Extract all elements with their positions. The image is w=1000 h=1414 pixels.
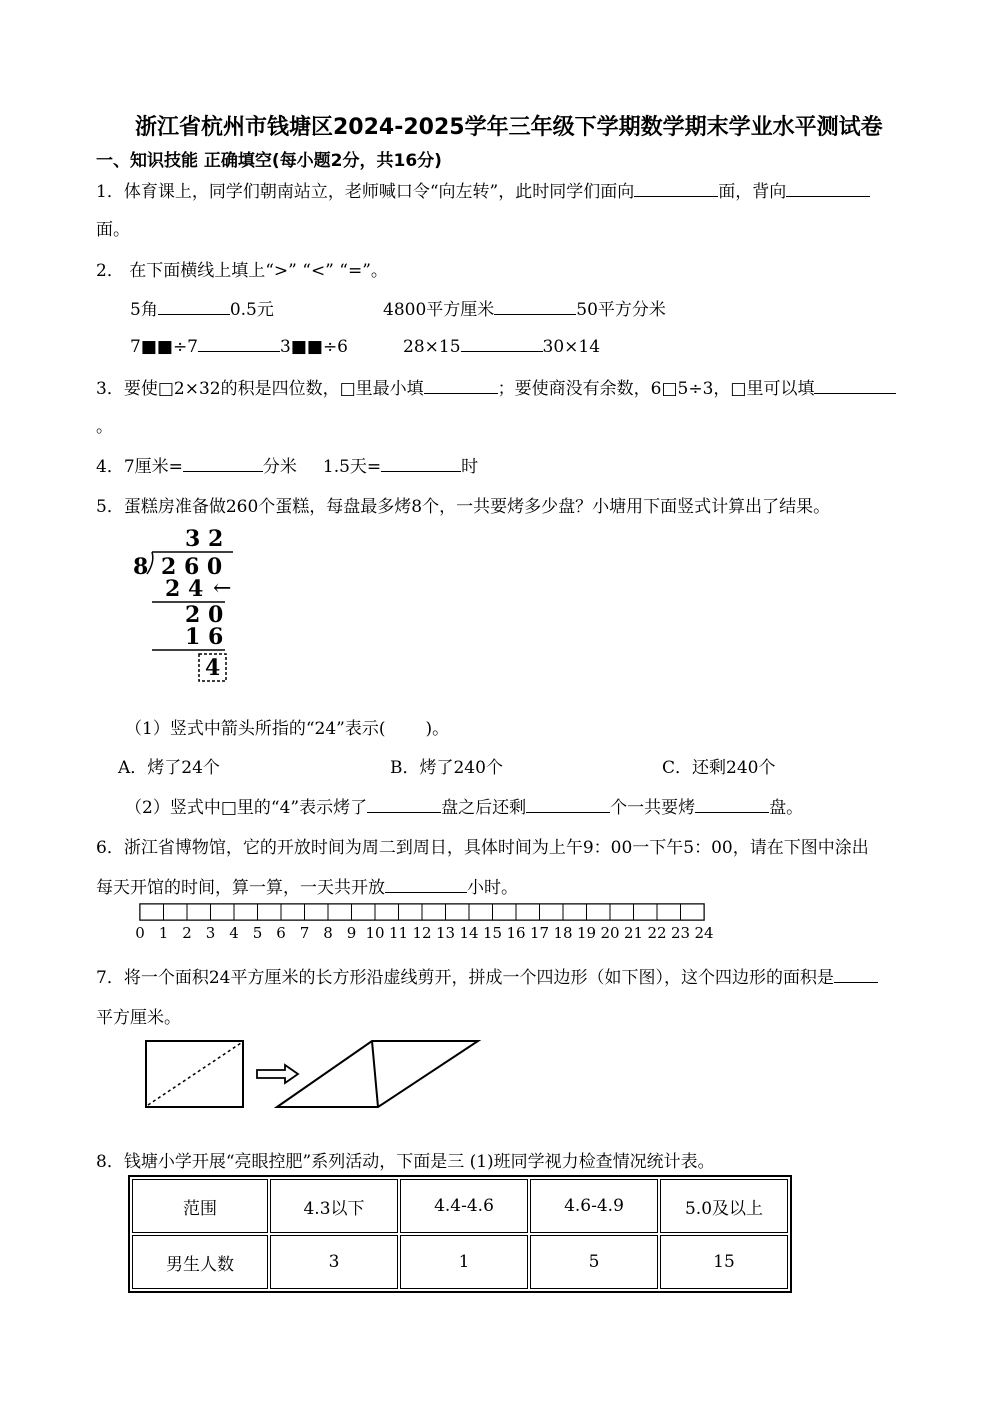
hour-timeline <box>130 900 730 950</box>
answer-blank[interactable] <box>786 178 870 197</box>
q7-text: 7．将一个面积24平方厘米的长方形沿虚线剪开，拼成一个四边形（如下图），这个四边形的面积是 <box>96 968 834 988</box>
hour-label: 11 <box>388 924 409 942</box>
hour-cell[interactable] <box>234 904 258 920</box>
rectangle-figure <box>140 1035 490 1115</box>
q2-b-right: 50平方分米 <box>576 300 666 320</box>
hour-cell[interactable] <box>328 904 352 920</box>
option-b[interactable]: B．烤了240个 <box>390 758 503 778</box>
partial-dividend-2: 2 0 <box>185 602 224 628</box>
arrow-right-icon <box>257 1065 298 1083</box>
partial-product-1: 2 4 <box>165 576 204 602</box>
quotient: 3 2 <box>185 526 224 552</box>
q2-d-right: 30×14 <box>542 337 601 357</box>
hour-cell[interactable] <box>375 904 399 920</box>
exam-title: 浙江省杭州市钱塘区2024-2025学年三年级下学期数学期末学业水平测试卷 <box>135 115 883 140</box>
q1-line2: 面。 <box>96 220 130 240</box>
q1-text: 1．体育课上，同学们朝南站立，老师喊口令“向左转”，此时同学们面向 <box>96 182 635 202</box>
remainder: 4 <box>205 655 221 681</box>
hour-cell[interactable] <box>422 904 446 920</box>
arrow-icon: ← <box>213 576 232 601</box>
hour-cell[interactable] <box>610 904 634 920</box>
hour-label: 15 <box>482 924 503 942</box>
question-3 <box>96 374 896 399</box>
answer-blank[interactable] <box>367 794 441 813</box>
question-1 <box>96 177 870 202</box>
hour-cell[interactable] <box>446 904 470 920</box>
table-row <box>132 1235 788 1289</box>
section-heading: 一、知识技能 正确填空(每小题2分，共16分) <box>96 151 442 171</box>
q5-sub2-c: 个一共要烤 <box>610 798 696 818</box>
table-cell: 15 <box>660 1235 788 1289</box>
hour-label: 12 <box>412 924 432 942</box>
divider-line <box>372 1041 378 1107</box>
table-header-cell: 4.6-4.9 <box>530 1179 658 1233</box>
hour-cell[interactable] <box>493 904 517 920</box>
q2-intro: 2． 在下面横线上填上“>” “<” “=”。 <box>96 261 388 281</box>
q1-mid: 面，背向 <box>718 182 787 202</box>
q4-text-b: 分米 <box>262 457 297 477</box>
partial-product-2: 1 6 <box>185 624 224 650</box>
hour-label: 3 <box>205 924 216 942</box>
answer-blank[interactable] <box>198 333 280 352</box>
hour-label: 17 <box>529 924 550 942</box>
answer-blank[interactable] <box>526 794 610 813</box>
hour-label: 23 <box>670 924 691 942</box>
hour-label: 19 <box>576 924 597 942</box>
hour-label: 20 <box>600 924 620 942</box>
q2-a-right: 0.5元 <box>229 300 274 320</box>
answer-blank[interactable] <box>494 296 576 315</box>
answer-blank[interactable] <box>461 333 543 352</box>
hour-label: 1 <box>158 924 169 942</box>
table-header-row <box>132 1179 788 1233</box>
q5-sub2-d: 盘。 <box>769 798 804 818</box>
answer-blank[interactable] <box>695 794 769 813</box>
hour-label: 9 <box>346 924 357 942</box>
hour-cell[interactable] <box>399 904 423 920</box>
hour-cell[interactable] <box>657 904 681 920</box>
answer-blank[interactable] <box>385 874 467 893</box>
q2-item-d <box>403 333 600 357</box>
hour-cell[interactable] <box>634 904 658 920</box>
q6-text-a: 每天开馆的时间，算一算，一天共开放 <box>96 878 385 898</box>
hour-cell[interactable] <box>563 904 587 920</box>
hour-label: 4 <box>229 924 239 942</box>
table-cell: 1 <box>400 1235 528 1289</box>
table-header-cell: 4.4-4.6 <box>400 1179 528 1233</box>
long-division <box>125 522 265 687</box>
hour-label: 18 <box>553 924 573 942</box>
q2-c-right: 3■■÷6 <box>280 337 348 357</box>
vision-table <box>128 1175 792 1293</box>
q5-text: 5．蛋糕房准备做260个蛋糕，每盘最多烤8个，一共要烤多少盘？小塘用下面竖式计算出了结果。 <box>96 497 831 517</box>
answer-blank[interactable] <box>381 453 461 472</box>
q4-text-d: 时 <box>461 457 479 477</box>
hour-cell[interactable] <box>681 904 705 920</box>
q2-item-c <box>130 333 348 357</box>
hour-label: 13 <box>435 924 456 942</box>
answer-blank[interactable] <box>834 964 878 983</box>
cut-line <box>148 1043 241 1105</box>
hour-cell[interactable] <box>469 904 493 920</box>
option-a[interactable]: A．烤了24个 <box>118 758 220 778</box>
q4-text-a: 4．7厘米= <box>96 457 183 477</box>
q2-a-left: 5角 <box>130 300 158 320</box>
hour-label: 2 <box>182 924 192 942</box>
hour-cell[interactable] <box>516 904 540 920</box>
hour-label: 22 <box>647 924 667 942</box>
q2-item-b <box>383 295 666 320</box>
table-header-cell: 5.0及以上 <box>660 1179 788 1233</box>
hour-cell[interactable] <box>305 904 329 920</box>
hour-cell[interactable] <box>281 904 305 920</box>
q4-text-c: 1.5天= <box>322 457 382 477</box>
hour-label: 0 <box>135 924 145 942</box>
hour-cell[interactable] <box>587 904 611 920</box>
q2-b-left: 4800平方厘米 <box>383 300 495 320</box>
q5-sub1 <box>125 714 449 739</box>
q2-item-a <box>130 295 274 320</box>
q6-text-b: 小时。 <box>467 878 518 898</box>
q5-sub1-text: （1）竖式中箭头所指的“24”表示( <box>125 719 386 739</box>
option-c[interactable]: C．还剩240个 <box>662 758 776 778</box>
q2-d-left: 28×15 <box>403 337 461 357</box>
q6-line1: 6．浙江省博物馆，它的开放时间为周二到周日，具体时间为上午9：00一下午5：00，请在下图中涂出 <box>96 838 869 858</box>
hour-cell[interactable] <box>258 904 282 920</box>
q6-line2 <box>96 873 518 898</box>
hour-label: 16 <box>506 924 526 942</box>
hour-label: 10 <box>365 924 385 942</box>
table-cell: 男生人数 <box>132 1235 268 1289</box>
q5-sub2-a: （2）竖式中□里的“4”表示烤了 <box>125 798 368 818</box>
hour-label: 21 <box>623 924 644 942</box>
answer-blank[interactable] <box>424 375 498 394</box>
answer-blank[interactable] <box>814 375 896 394</box>
hour-label: 7 <box>299 924 310 942</box>
hour-label: 24 <box>694 924 714 942</box>
answer-blank[interactable] <box>183 453 263 472</box>
q5-sub1-end: )。 <box>425 719 450 739</box>
table-header-cell: 4.3以下 <box>270 1179 398 1233</box>
table-cell: 5 <box>530 1235 658 1289</box>
q2-c-left: 7■■÷7 <box>130 337 198 357</box>
hour-label: 5 <box>252 924 263 942</box>
answer-blank[interactable] <box>634 178 718 197</box>
question-4 <box>96 452 478 477</box>
divisor: 8 <box>133 554 149 580</box>
dividend: 2 6 0 <box>161 554 223 580</box>
table-cell: 3 <box>270 1235 398 1289</box>
q3-text-b: ；要使商没有余数，6□5÷3，□里可以填 <box>497 379 815 399</box>
hour-cell[interactable] <box>140 904 164 920</box>
q8-text: 8．钱塘小学开展“亮眼控肥”系列活动，下面是三 (1)班同学视力检查情况统计表。 <box>96 1152 715 1172</box>
q3-text-a: 3．要使□2×32的积是四位数，□里最小填 <box>96 379 424 399</box>
hour-cell[interactable] <box>187 904 211 920</box>
table-header-cell: 范围 <box>132 1179 268 1233</box>
hour-cell[interactable] <box>540 904 564 920</box>
q7-line2: 平方厘米。 <box>96 1008 181 1028</box>
hour-label: 14 <box>459 924 479 942</box>
hour-label: 8 <box>323 924 333 942</box>
hour-label: 6 <box>276 924 286 942</box>
question-7 <box>96 963 878 988</box>
q3-line2: 。 <box>96 417 113 437</box>
q5-sub2 <box>125 793 803 818</box>
hour-cell[interactable] <box>211 904 235 920</box>
answer-blank[interactable] <box>158 296 230 315</box>
hour-cell[interactable] <box>164 904 188 920</box>
hour-cell[interactable] <box>352 904 376 920</box>
q5-sub2-b: 盘之后还剩 <box>441 798 527 818</box>
